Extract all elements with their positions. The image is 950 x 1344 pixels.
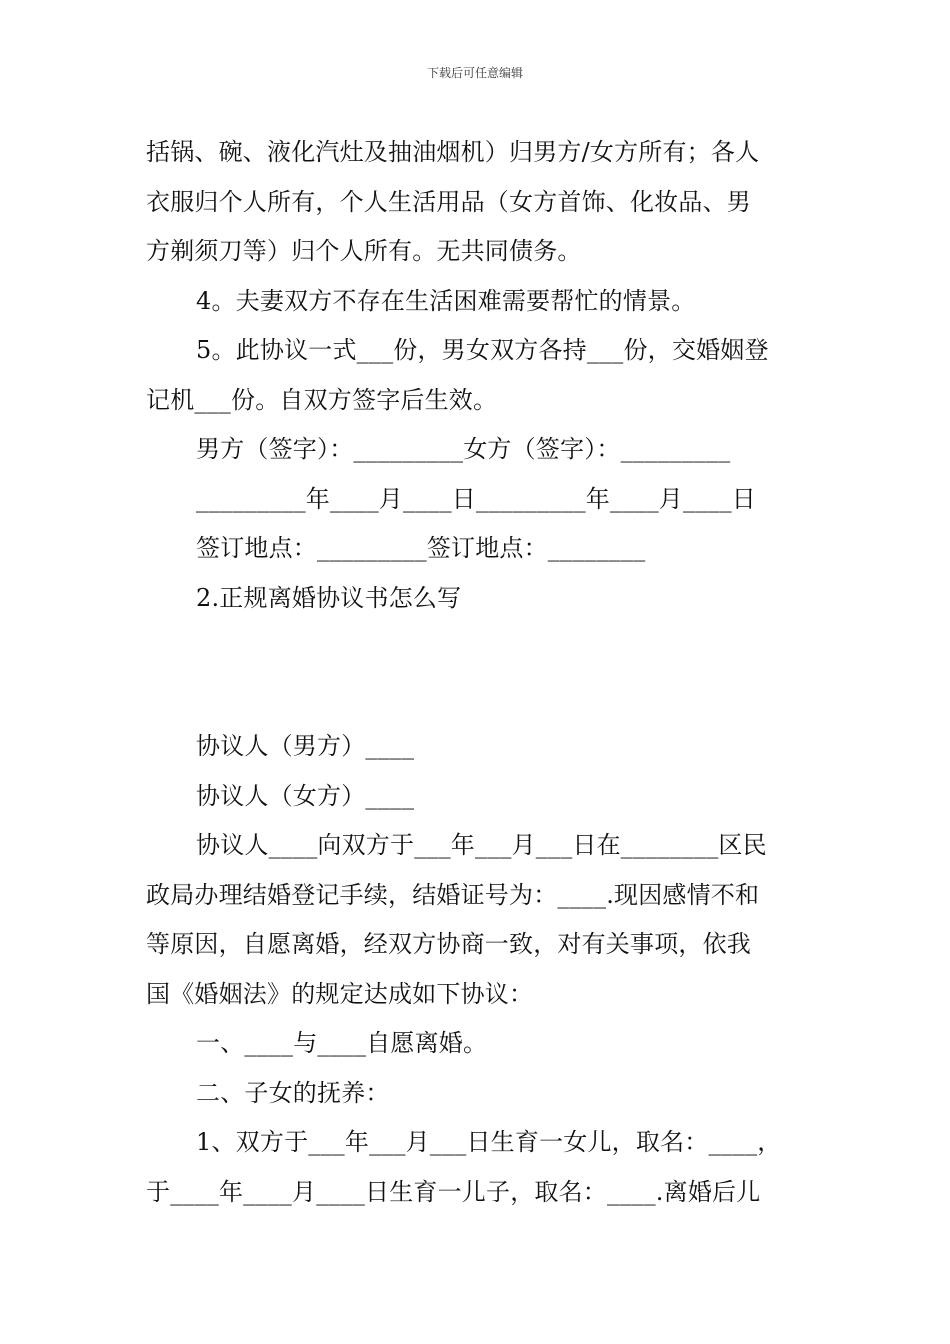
date-line: _________年____月____日_________年____月____日 — [196, 484, 756, 513]
document-body — [146, 128, 816, 1217]
signature-line: 男方（签字）：_________女方（签字）：_________ — [196, 435, 731, 463]
paragraph-line: 衣服归个人所有，个人生活用品（女方首饰、化妆品、男 — [146, 187, 751, 216]
paragraph-line: 等原因，自愿离婚，经双方协商一致，对有关事项，依我 — [146, 930, 751, 958]
paragraph-line: 国《婚姻法》的规定达成如下协议： — [146, 979, 534, 1008]
paragraph-line: 方剃须刀等）归个人所有。无共同债务。 — [146, 237, 582, 265]
paragraph-line: 协议人____向双方于___年___月___日在________区民 — [196, 831, 767, 859]
paragraph-line: 政局办理结婚登记手续，结婚证号为：____.现因感情不和 — [146, 880, 760, 909]
sub-clause-1: 1、双方于___年___月___日生育一女儿，取名：____， — [196, 1128, 782, 1156]
party-female: 协议人（女方）____ — [196, 781, 415, 810]
paragraph-line: 于____年____月____日生育一儿子，取名：____.离婚后儿 — [146, 1177, 761, 1206]
paragraph-line: 记机___份。自双方签字后生效。 — [146, 385, 498, 414]
clause-one: 一、____与____自愿离婚。 — [196, 1029, 488, 1057]
clause-5: 5。此协议一式___份，男女双方各持___份，交婚姻登 — [196, 336, 769, 364]
paragraph-line: 括锅、碗、液化汽灶及抽油烟机）归男方/女方所有；各人 — [146, 138, 760, 166]
clause-two: 二、子女的抚养： — [196, 1078, 390, 1107]
section-heading: 2.正规离婚协议书怎么写 — [196, 583, 462, 612]
party-male: 协议人（男方）____ — [196, 732, 415, 760]
clause-4: 4。夫妻双方不存在生活困难需要帮忙的情景。 — [196, 286, 696, 315]
page-header: 下载后可任意编辑 — [426, 66, 523, 80]
blank-space — [146, 623, 816, 722]
location-line: 签订地点：_________签订地点：________ — [196, 534, 646, 562]
